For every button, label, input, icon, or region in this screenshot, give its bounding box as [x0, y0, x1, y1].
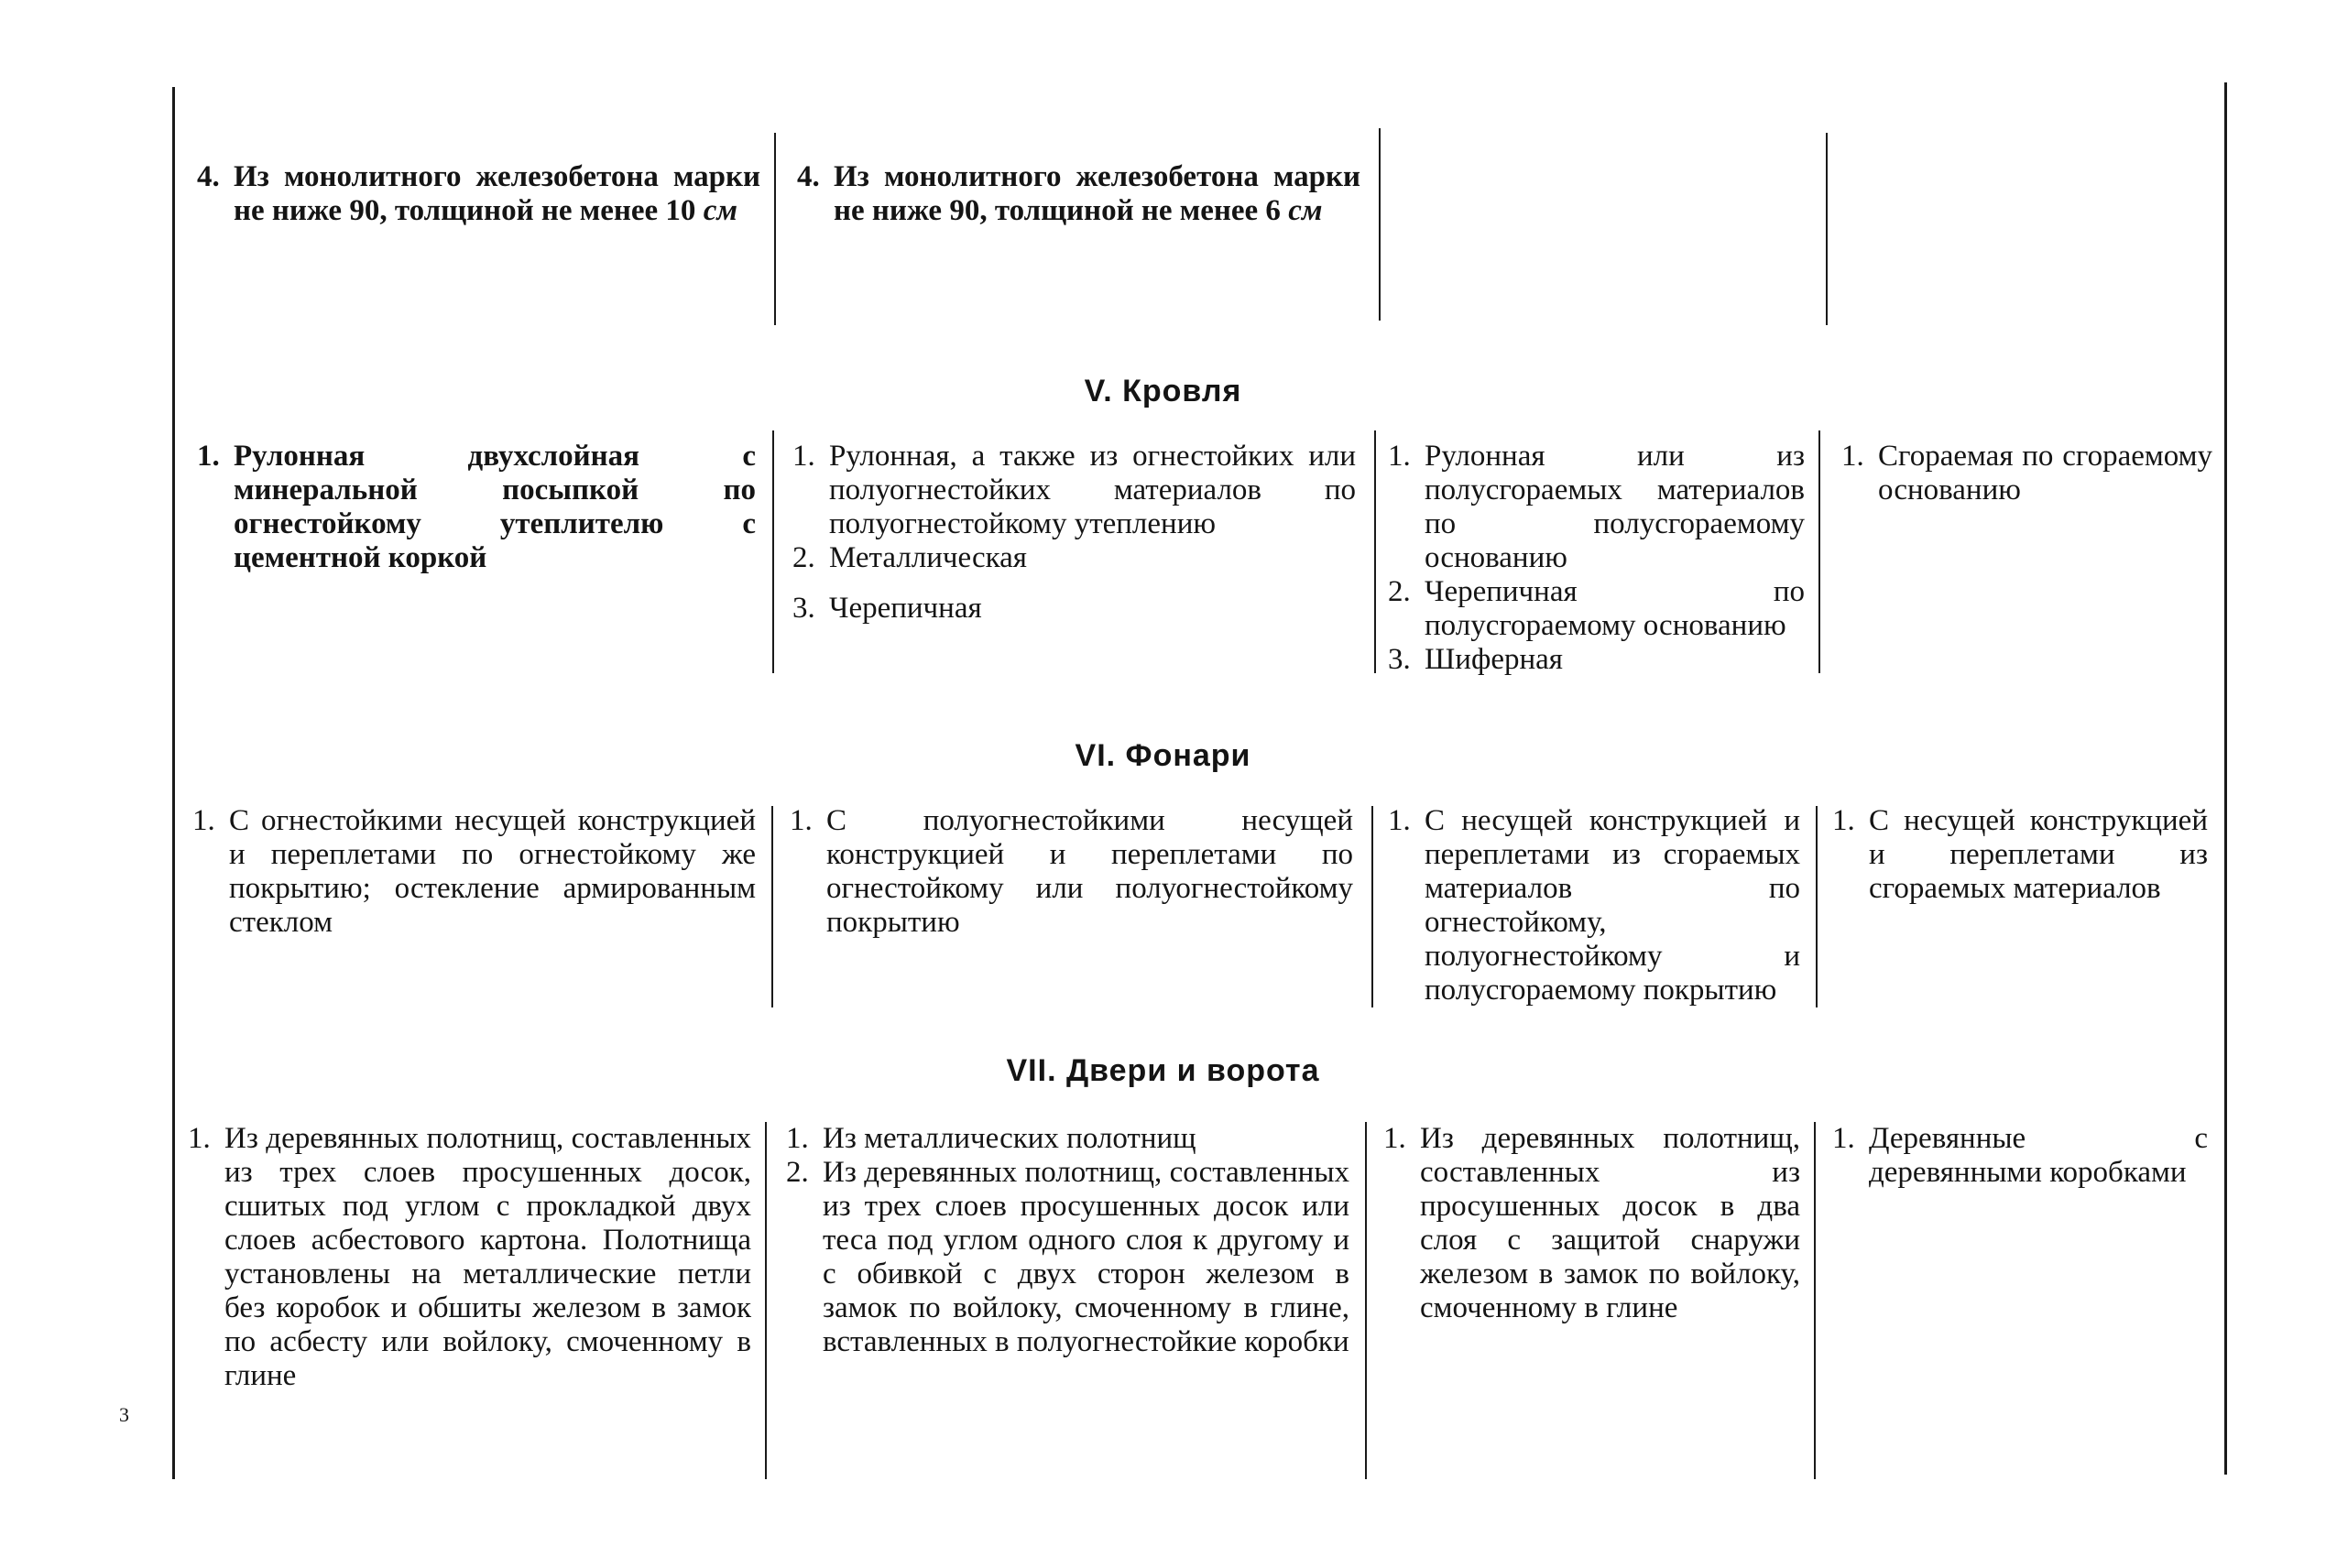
unit-label: см: [1288, 194, 1323, 227]
list-item: [1388, 804, 1800, 1007]
top-cell-col2: [797, 160, 1360, 228]
item-number: 2.: [786, 1156, 809, 1189]
list-item: [786, 1122, 1349, 1156]
list-item: [1388, 575, 1805, 643]
section-title-roof: V. Кровля: [1084, 374, 1242, 408]
column-divider: [1826, 133, 1828, 325]
column-divider: [1365, 1122, 1367, 1479]
list-item: [786, 1156, 1349, 1359]
list-item: [1832, 1122, 2208, 1190]
item-text: Из деревянных полотнищ, составленных из трех слоев просушенных досок или теса под углом одного слоя к другому и с обивкой с двух сторон железом в замок по войлоку, смоченному в глине, вставленных в полуогнестойкие коробки: [823, 1156, 1349, 1358]
item-number: 1.: [792, 440, 815, 473]
item-number: 3.: [1388, 643, 1411, 676]
top-cell-col1: [197, 160, 760, 228]
column-divider: [1374, 430, 1376, 673]
item-number: 2.: [1388, 575, 1411, 608]
item-text: С несущей конструкцией и переплетами из сгораемых материалов: [1869, 804, 2208, 905]
list-item: [197, 440, 756, 575]
column-divider: [1818, 430, 1820, 673]
doors-cell-col4: [1832, 1122, 2208, 1190]
column-divider: [1379, 128, 1381, 321]
section-title-doors: VII. Двери и ворота: [1006, 1053, 1320, 1088]
doors-cell-col1: [188, 1122, 751, 1393]
list-item: [1832, 804, 2208, 906]
roof-cell-col2: [792, 440, 1356, 626]
item-text: Из металлических полотнищ: [823, 1122, 1196, 1155]
item-text: Шиферная: [1425, 643, 1563, 676]
list-item: [192, 804, 756, 940]
item-text: Из деревянных полотнищ, составленных из просушенных досок в два слоя с защитой снаружи железом в замок по войлоку, смоченному в глине: [1420, 1122, 1800, 1324]
list-item: [797, 160, 1360, 228]
item-number: 1.: [1832, 804, 1855, 837]
item-number: 1.: [188, 1122, 211, 1155]
lanterns-cell-col4: [1832, 804, 2208, 906]
list-item: [792, 541, 1356, 575]
list-item: [1841, 440, 2212, 507]
item-text: Рулонная, а также из огнестойких или полуогнестойких материалов по полуогнестойкому утеплению: [829, 440, 1356, 540]
list-item: [790, 804, 1353, 940]
list-item: [792, 440, 1356, 541]
item-text: Черепичная: [829, 592, 982, 625]
item-number: 1.: [1832, 1122, 1855, 1155]
item-number: 1.: [1388, 440, 1411, 473]
list-item: [1383, 1122, 1800, 1325]
section-title-lanterns: VI. Фонари: [1075, 738, 1251, 773]
column-divider: [1814, 1122, 1816, 1479]
column-divider: [774, 133, 776, 325]
column-divider: [771, 806, 773, 1007]
item-number: 1.: [197, 440, 220, 473]
item-number: 3.: [792, 592, 815, 625]
lanterns-cell-col3: [1388, 804, 1800, 1007]
item-text: Из монолитного железобетона марки не ниже 90, толщиной не менее 10: [234, 160, 760, 227]
column-divider: [1816, 806, 1818, 1007]
roof-cell-col1: [197, 440, 756, 575]
item-text: С полуогнестойкими несущей конструкцией и переплетами по огнестойкому или полуогнестойкому покрытию: [826, 804, 1353, 939]
item-text: С несущей конструкцией и переплетами из сгораемых материалов по огнестойкому, полуогнестойкому и полусгораемому покрытию: [1425, 804, 1800, 1007]
list-item: [188, 1122, 751, 1393]
margin-mark: 3: [119, 1403, 129, 1426]
item-text: Деревянные с деревянными коробками: [1869, 1122, 2208, 1189]
item-number: 4.: [797, 160, 820, 193]
item-text: Сгораемая по сгораемому основанию: [1878, 440, 2212, 506]
item-text: Из деревянных полотнищ, составленных из трех слоев просушенных досок, сшитых под углом с прокладкой двух слоев асбестового картона. Полотнища установлены на металлические петли без коробок и обшиты железом в замок по асбесту или войлоку, смоченному в глине: [224, 1122, 751, 1392]
item-number: 1.: [790, 804, 813, 837]
roof-cell-col4: [1841, 440, 2212, 507]
item-number: 1.: [1383, 1122, 1406, 1155]
item-text: Из монолитного железобетона марки не ниже 90, толщиной не менее 6: [834, 160, 1360, 227]
item-text: С огнестойкими несущей конструкцией и переплетами по огнестойкому же покрытию; остекление армированным стеклом: [229, 804, 756, 939]
item-number: 1.: [192, 804, 215, 837]
item-text: Металлическая: [829, 541, 1027, 574]
item-text: Черепичная по полусгораемому основанию: [1425, 575, 1805, 642]
doors-cell-col2: [786, 1122, 1349, 1359]
lanterns-cell-col1: [192, 804, 756, 940]
list-item: [197, 160, 760, 228]
column-divider: [765, 1122, 767, 1479]
item-number: 1.: [786, 1122, 809, 1155]
item-number: 4.: [197, 160, 220, 193]
item-number: 1.: [1388, 804, 1411, 837]
right-border-line: [2224, 82, 2227, 1475]
column-divider: [1371, 806, 1373, 1007]
item-number: 1.: [1841, 440, 1864, 473]
lanterns-cell-col2: [790, 804, 1353, 940]
roof-cell-col3: [1388, 440, 1805, 677]
list-item: [1388, 440, 1805, 575]
list-item: [792, 592, 1356, 626]
left-border-line: [172, 87, 175, 1479]
item-text: Рулонная или из полусгораемых материалов по полусгораемому основанию: [1425, 440, 1805, 574]
list-item: [1388, 643, 1805, 677]
item-text: Рулонная двухслойная с минеральной посыпкой по огнестойкому утеплителю с цементной коркой: [234, 440, 756, 574]
item-number: 2.: [792, 541, 815, 574]
unit-label: см: [703, 194, 737, 227]
doors-cell-col3: [1383, 1122, 1800, 1325]
column-divider: [772, 430, 774, 673]
